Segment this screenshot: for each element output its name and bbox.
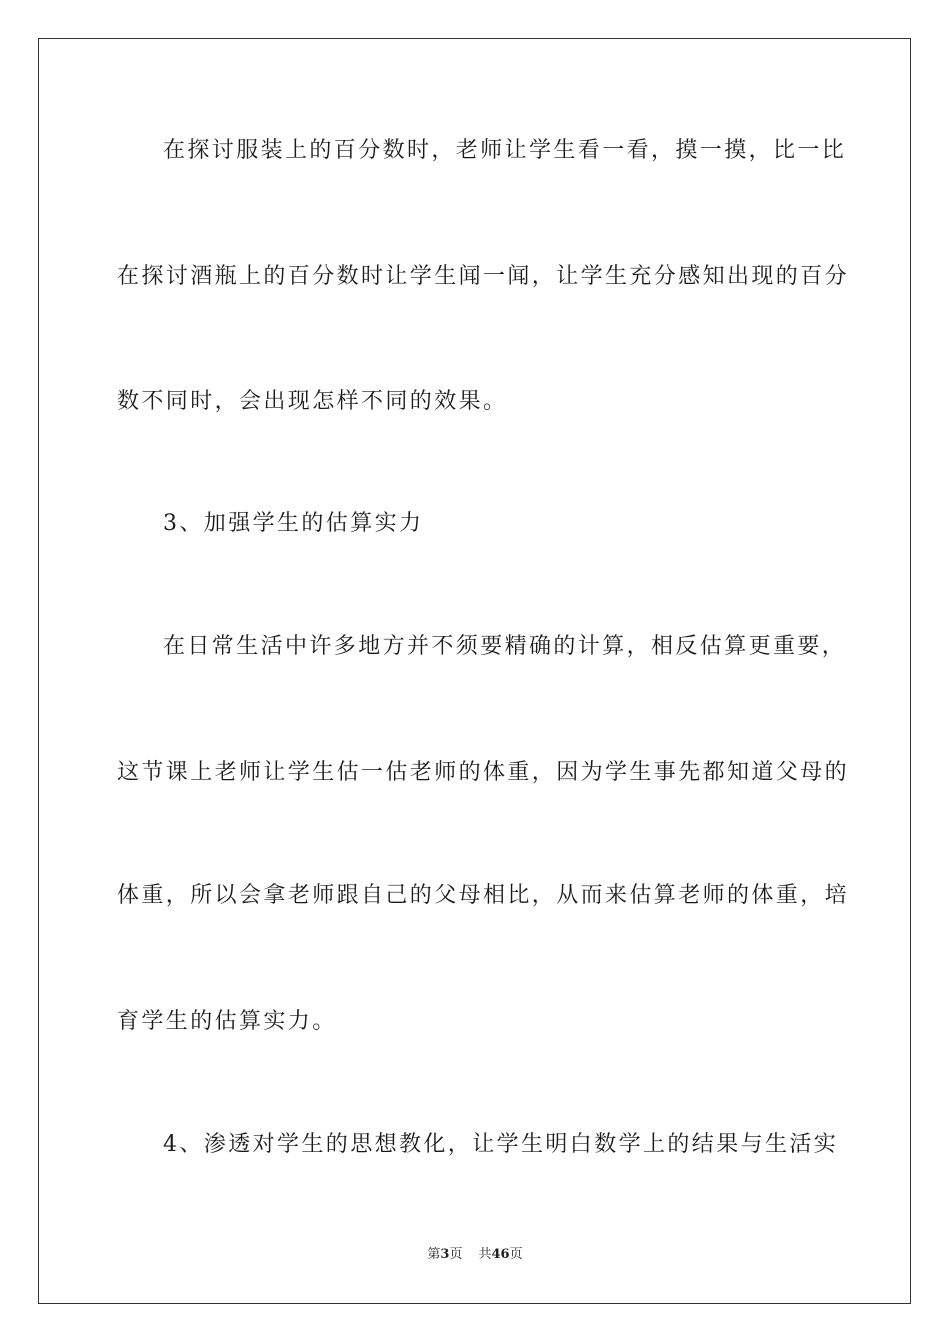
paragraph-line: 育学生的估算实力。 (117, 1009, 337, 1034)
total-suffix: 页 (509, 1247, 523, 1262)
page-number: 3 (440, 1247, 450, 1262)
total-prefix: 共 (478, 1247, 492, 1262)
page-suffix: 页 (449, 1247, 463, 1262)
section-heading: 3、加强学生的估算实力 (163, 511, 424, 536)
page-prefix: 第 (427, 1247, 441, 1262)
page-footer (0, 1247, 950, 1263)
section-heading: 4、渗透对学生的思想教化，让学生明白数学上的结果与生活实 (163, 1132, 839, 1157)
paragraph-line: 在日常生活中许多地方并不须要精确的计算，相反估算更重要， (163, 634, 847, 659)
paragraph-line: 这节课上老师让学生估一估老师的体重，因为学生事先都知道父母的 (117, 760, 850, 785)
total-pages: 46 (491, 1247, 510, 1262)
page-border (38, 38, 911, 1304)
paragraph-line: 数不同时，会出现怎样不同的效果。 (117, 389, 508, 414)
paragraph-line: 在探讨酒瓶上的百分数时让学生闻一闻，让学生充分感知出现的百分 (117, 264, 850, 289)
paragraph-line: 在探讨服装上的百分数时，老师让学生看一看，摸一摸，比一比 (163, 138, 847, 163)
paragraph-line: 体重，所以会拿老师跟自己的父母相比，从而来估算老师的体重，培 (117, 883, 850, 908)
